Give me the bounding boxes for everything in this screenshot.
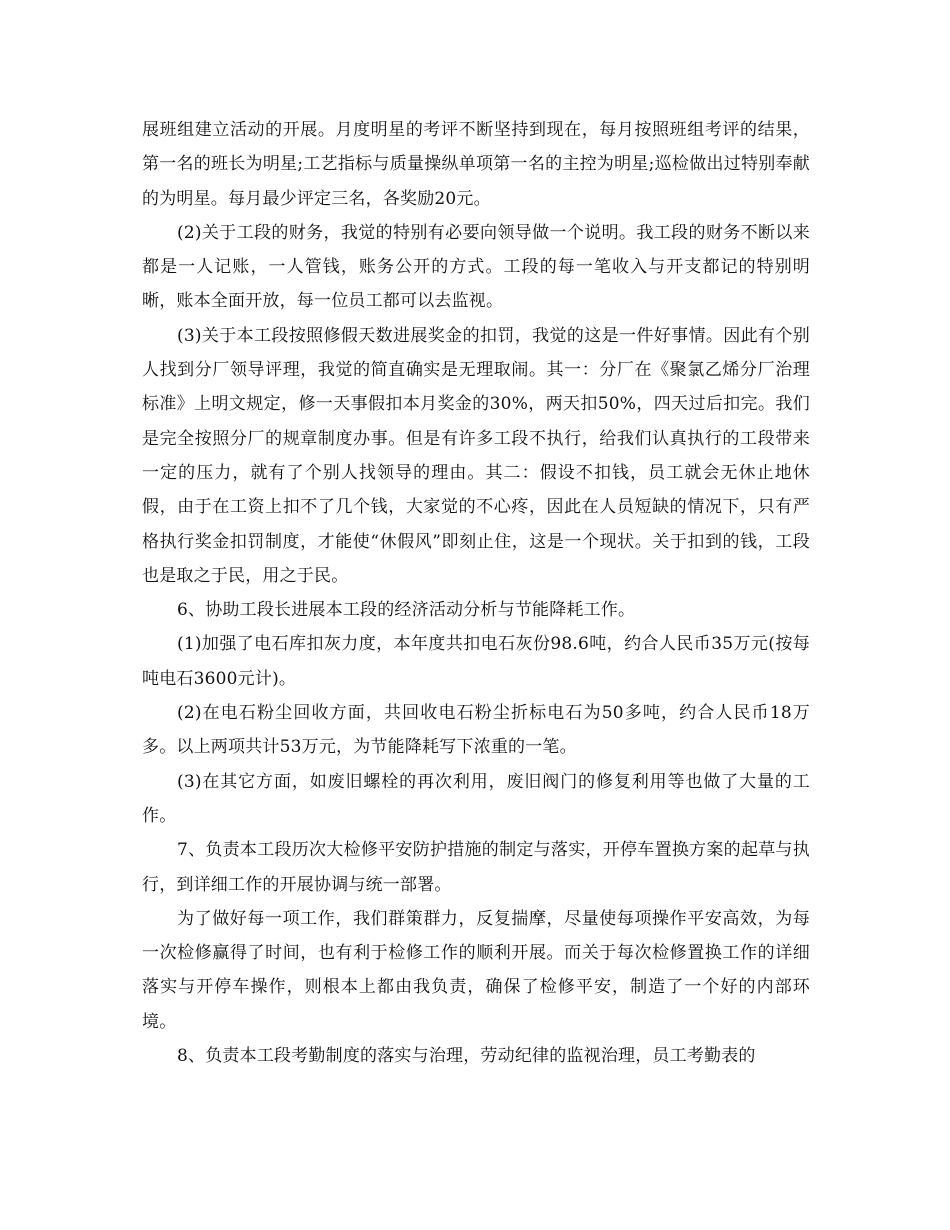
paragraph-2: (2)关于工段的财务，我觉的特别有必要向领导做一个说明。我工段的财务不断以来都是一人记账，一人管钱，账务公开的方式。工段的每一笔收入与开支都记的特别明晰，账本全面开放，每一位员工都可以去监视。 — [142, 222, 810, 312]
paragraph-7: (3)在其它方面，如废旧螺栓的再次利用，废旧阀门的修复利用等也做了大量的工作。 — [142, 771, 810, 826]
paragraph-3: (3)关于本工段按照修假天数进展奖金的扣罚，我觉的这是一件好事情。因此有个别人找到分厂领导评理，我觉的简直确实是无理取闹。其一：分厂在《聚氯乙烯分厂治理标准》上明文规定，修一天事假扣本月奖金的30%，两天扣50%，四天过后扣完。我们是完全按照分厂的规章制度办事。但是有许多工段不执行，给我们认真执行的工段带来一定的压力，就有了个别人找领导的理由。其二：假设不扣钱，员工就会无休止地休假，由于在工资上扣不了几个钱，大家觉的不心疼，因此在人员短缺的情况下，只有严格执行奖金扣罚制度，才能使“休假风”即刻止住，这是一个现状。关于扣到的钱，工段也是取之于民，用之于民。 — [142, 325, 810, 586]
paragraph-1: 展班组建立活动的开展。月度明星的考评不断坚持到现在，每月按照班组考评的结果，第一名的班长为明星;工艺指标与质量操纵单项第一名的主控为明星;巡检做出过特别奉献的为明星。每月最少评定三名，各奖励20元。 — [142, 120, 810, 209]
paragraph-5: (1)加强了电石库扣灰力度，本年度共扣电石灰份98.6吨，约合人民币35万元(按每吨电石3600元计)。 — [142, 634, 810, 689]
paragraph-4: 6、协助工段长进展本工段的经济活动分析与节能降耗工作。 — [177, 600, 636, 621]
paragraph-9: 为了做好每一项工作，我们群策群力，反复揣摩，尽量使每项操作平安高效，为每一次检修赢得了时间，也有利于检修工作的顺利开展。而关于每次检修置换工作的详细落实与开停车操作，则根本上都由我负责，确保了检修平安，制造了一个好的内部环境。 — [142, 908, 810, 1032]
paragraph-8: 7、负责本工段历次大检修平安防护措施的制定与落实，开停车置换方案的起草与执行，到详细工作的开展协调与统一部署。 — [142, 840, 810, 895]
document-body — [142, 113, 810, 1073]
paragraph-10: 8、负责本工段考勤制度的落实与治理，劳动纪律的监视治理，员工考勤表的 — [177, 1046, 756, 1067]
paragraph-6: (2)在电石粉尘回收方面，共回收电石粉尘折标电石为50多吨，约合人民币18万多。以上两项共计53万元，为节能降耗写下浓重的一笔。 — [142, 703, 810, 758]
